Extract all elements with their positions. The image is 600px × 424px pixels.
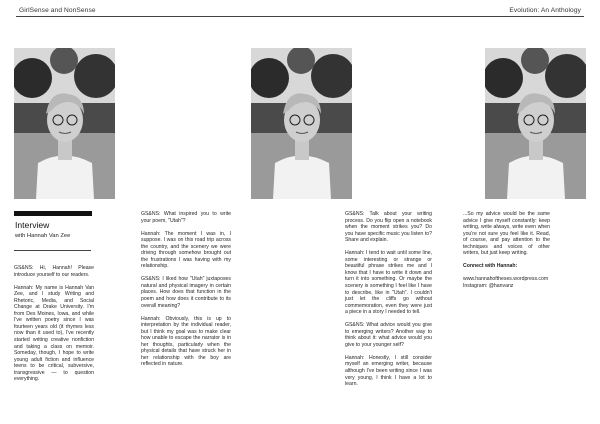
column-3 bbox=[345, 211, 432, 394]
paragraph: GS&NS: I liked how "Utah" juxtaposes natural and physical imagery in certain places. How does that function in the poem and how does it contribute to its overall meaning? bbox=[141, 276, 231, 309]
instagram-handle[interactable]: Instagram: @hanvanz bbox=[463, 282, 514, 289]
connect-label: Connect with Hannah: bbox=[463, 263, 518, 270]
paragraph: GS&NS: Hi, Hannah! Please introduce yourself to our readers. bbox=[14, 265, 94, 278]
top-rule bbox=[16, 16, 584, 17]
heading-bar bbox=[14, 211, 92, 216]
column-2 bbox=[141, 211, 231, 374]
column-1 bbox=[14, 265, 94, 389]
portrait-photo-1 bbox=[14, 48, 115, 199]
paragraph: Hannah: The moment I was in, I suppose. I was on this road trip across the country, and the scenery we were driving through somehow brought out the frustrations I was having with my relationship. bbox=[141, 230, 231, 270]
portrait-photo-3 bbox=[485, 48, 586, 199]
running-head-right: Evolution: An Anthology bbox=[509, 7, 581, 14]
paragraph: GS&NS: Talk about your writing process. Do you flip open a notebook when the moment strikes you? Do you have specific music you listen to? Share and explain. bbox=[345, 211, 432, 244]
paragraph: Hannah: My name is Hannah Van Zee, and I study Writing and Rhetoric, Media, and Social Change at Drake University. I'm from Des Moines, Iowa, and while I've written poetry since I was fourteen years old (it rhymes less now than it used to), I've recently started writing creative nonfiction and taking a class on memoir. Someday, though, I hope to write young adult fiction and influence teens to be critical, subversive, transgressive — to question everything. bbox=[14, 284, 94, 383]
interview-subtitle: with Hannah Van Zee bbox=[15, 233, 71, 239]
paragraph: Hannah: I tend to wait until some line, some interesting or strange or beautiful phrase strikes me and I know that I have to write it down and turn it into something. Or maybe the scenery is something I feel like I have to describe, like in "Utah". I couldn't just let the cliffs go without commemoration, even they were just a piece in a story I needed to tell. bbox=[345, 250, 432, 316]
column-4 bbox=[463, 211, 550, 289]
website-link[interactable]: www.hannahoftheses.wordpress.com bbox=[463, 276, 549, 283]
paragraph: ...So my advice would be the same advice I give myself constantly: keep writing, write always, write even when you're not sure you feel like it. Read, of course, and pay attention to the techniques and voices of other writers, but just keep writing. bbox=[463, 211, 550, 257]
heading-rule bbox=[14, 250, 91, 251]
paragraph: Hannah: Obviously, this is up to interpretation by the individual reader, but I think my goal was to make clear how unable to escape the narrator is in her thoughts, particularly when the physical details that have struck her in her relationship with the boy are reflected in nature. bbox=[141, 315, 231, 368]
portrait-photo-2 bbox=[251, 48, 352, 199]
running-head-left: GirlSense and NonSense bbox=[19, 7, 96, 14]
paragraph: GS&NS: What inspired you to write your poem, "Utah"? bbox=[141, 211, 231, 224]
paragraph: GS&NS: What advice would you give to emerging writers? Another way to think about it: what advice would you give to your younger self? bbox=[345, 322, 432, 348]
interview-title: Interview bbox=[15, 220, 50, 230]
paragraph: Hannah: Honestly, I still consider myself an emerging writer, because although I've been writing since I was very young, I think I have a lot to learn. bbox=[345, 354, 432, 388]
